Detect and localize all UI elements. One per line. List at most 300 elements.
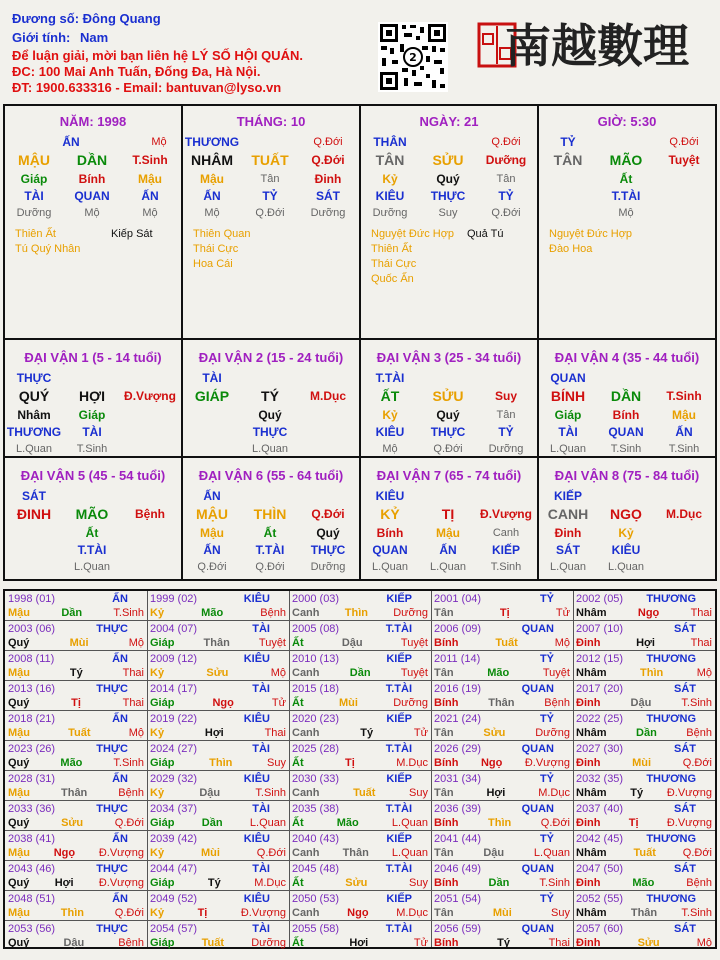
year-cycle: M.Dục — [538, 787, 570, 799]
cell-text: Dưỡng — [488, 442, 524, 455]
year-cell[interactable] — [289, 891, 431, 921]
star-item: Quả Tú — [467, 228, 504, 240]
star-col-left — [371, 227, 467, 287]
year-stem: Đinh — [576, 757, 601, 769]
year-branch: Sửu — [637, 937, 660, 949]
year-branch: Dậu — [341, 637, 363, 649]
year-branch: Thân — [630, 907, 658, 919]
qr-code-icon[interactable] — [378, 22, 448, 92]
year-cell[interactable] — [573, 861, 715, 891]
year-stem: Mậu — [8, 667, 30, 679]
cell-text: T.TÀI — [77, 542, 107, 557]
cell-text: T.TÀI — [611, 188, 641, 203]
year-stem: Nhâm — [576, 607, 607, 619]
pillar-title: NĂM: 1998 — [59, 114, 127, 129]
year-palace: T.TÀI — [385, 863, 412, 875]
year-label: 2028 (31) — [8, 773, 56, 785]
year-row-top — [150, 682, 286, 696]
cell-text: Bính — [612, 407, 640, 422]
year-cell[interactable] — [5, 651, 147, 681]
contact-line-1: Để luận giải, mời bạn liên hệ LÝ SỐ HỘI QUÁN. — [12, 48, 303, 63]
year-row-bottom — [576, 906, 712, 920]
year-cell[interactable] — [5, 711, 147, 741]
cell-row — [183, 423, 359, 440]
star-col-left — [549, 227, 645, 257]
year-cell[interactable] — [5, 801, 147, 831]
star-col-right — [467, 227, 537, 287]
star-item: Thái Cực — [371, 258, 417, 270]
year-row-bottom — [292, 816, 428, 830]
year-label: 2035 (38) — [292, 803, 340, 815]
year-branch: Mùi — [200, 847, 220, 859]
year-cell[interactable] — [431, 741, 573, 771]
year-cell[interactable] — [289, 831, 431, 861]
year-cell[interactable] — [431, 711, 573, 741]
cell-text: Mậu — [672, 407, 696, 422]
year-cell[interactable] — [431, 771, 573, 801]
year-row-bottom — [434, 666, 570, 680]
year-row-bottom — [150, 786, 286, 800]
year-cell[interactable] — [573, 831, 715, 861]
year-row-top — [8, 712, 144, 726]
year-cycle: T.Sinh — [681, 697, 712, 709]
cell-row — [539, 133, 715, 150]
year-label: 2055 (58) — [292, 923, 340, 935]
year-row-top — [434, 592, 570, 606]
cell-text: Dưỡng — [310, 206, 346, 219]
year-row-top — [292, 622, 428, 636]
cell-text: Ất — [619, 171, 633, 186]
year-cycle: Tử — [413, 727, 428, 739]
year-stem: Giáp — [150, 877, 175, 889]
cell-text: SÁT — [22, 488, 46, 503]
year-row-bottom — [576, 846, 712, 860]
year-row-top — [150, 892, 286, 906]
year-cell[interactable] — [147, 621, 289, 651]
cell-text: ẤN — [675, 424, 693, 439]
year-cell[interactable] — [289, 921, 431, 951]
year-row-top — [434, 802, 570, 816]
year-cell[interactable] — [5, 741, 147, 771]
pillar-title: THÁNG: 10 — [236, 114, 306, 129]
year-stem: Giáp — [150, 937, 175, 949]
year-stem: Kỷ — [150, 607, 165, 619]
cell-row — [539, 440, 715, 457]
cell-row — [361, 440, 537, 457]
cell-text: Q.Đới — [433, 442, 463, 455]
year-branch: Tị — [345, 757, 355, 769]
year-stem: Nhâm — [576, 847, 607, 859]
cell-text: TỶ — [498, 424, 514, 439]
year-row-top — [8, 622, 144, 636]
year-cell[interactable] — [573, 681, 715, 711]
year-label: 2017 (20) — [576, 683, 624, 695]
year-cycle: Suy — [551, 907, 570, 919]
year-cycle: Bệnh — [260, 607, 286, 619]
year-cell[interactable] — [289, 741, 431, 771]
year-cell[interactable] — [289, 711, 431, 741]
cell-row — [361, 541, 537, 558]
year-palace: ẤN — [112, 773, 128, 785]
year-branch: Sửu — [483, 727, 506, 739]
cell-text: MÃO — [75, 506, 109, 522]
year-branch: Sửu — [345, 877, 368, 889]
star-item: Thái Cực — [193, 243, 239, 255]
cell-text: TÝ — [261, 388, 279, 404]
year-palace: TÀI — [252, 803, 270, 815]
year-cell[interactable] — [431, 591, 573, 621]
year-cycle: Mộ — [128, 637, 144, 649]
cell-text: GIÁP — [194, 388, 230, 404]
year-label: 2026 (29) — [434, 743, 482, 755]
year-stem: Kỷ — [150, 787, 165, 799]
year-branch: Thìn — [209, 757, 233, 769]
year-cell[interactable] — [147, 771, 289, 801]
year-row-bottom — [434, 606, 570, 620]
cell-row — [183, 150, 359, 170]
year-branch: Mão — [632, 877, 655, 889]
dai-van-cell — [539, 468, 715, 575]
year-cell[interactable] — [573, 651, 715, 681]
cell-row — [5, 406, 181, 423]
year-cell[interactable] — [573, 891, 715, 921]
year-palace: T.TÀI — [385, 743, 412, 755]
cell-text: BÍNH — [550, 388, 586, 404]
dai-van-title: ĐẠI VẬN 7 (65 - 74 tuổi) — [376, 468, 522, 483]
year-cycle: T.Sinh — [113, 607, 144, 619]
year-row-top — [434, 772, 570, 786]
dai-van-cell — [5, 350, 181, 457]
cell-text: Mộ — [618, 206, 634, 219]
year-cell[interactable] — [573, 921, 715, 951]
dai-van-cell — [183, 350, 359, 457]
year-cell[interactable] — [147, 711, 289, 741]
year-cell[interactable] — [289, 771, 431, 801]
year-cell[interactable] — [573, 801, 715, 831]
year-branch: Thân — [488, 697, 515, 709]
year-label: 2038 (41) — [8, 833, 56, 845]
year-cell[interactable] — [573, 711, 715, 741]
year-branch: Thân — [203, 637, 230, 649]
year-cycle: L.Quan — [391, 817, 428, 829]
year-cell[interactable] — [289, 801, 431, 831]
cell-row — [361, 187, 537, 204]
year-stem: Nhâm — [576, 727, 607, 739]
year-cycle: Mộ — [696, 667, 712, 679]
year-row-bottom — [434, 636, 570, 650]
year-branch: Ngọ — [347, 907, 369, 919]
year-label: 2019 (22) — [150, 713, 198, 725]
grid-divider-h — [5, 338, 715, 340]
cell-text: Quý — [436, 407, 460, 422]
year-row-top — [434, 892, 570, 906]
year-cycle: Q.Đới — [682, 757, 712, 769]
year-palace: THƯƠNG — [646, 653, 696, 665]
year-label: 2056 (59) — [434, 923, 482, 935]
year-palace: SÁT — [674, 683, 696, 695]
year-cycle: Đ.Vượng — [240, 907, 286, 919]
year-cell[interactable] — [147, 651, 289, 681]
year-cell[interactable] — [147, 801, 289, 831]
year-cell[interactable] — [289, 681, 431, 711]
year-stem: Giáp — [150, 817, 175, 829]
year-row-top — [8, 832, 144, 846]
star-col-left — [15, 227, 111, 257]
year-row-bottom — [576, 636, 712, 650]
cell-row — [361, 504, 537, 524]
year-palace: KIẾP — [386, 593, 412, 605]
year-cell[interactable] — [5, 891, 147, 921]
year-cell[interactable] — [147, 831, 289, 861]
year-cell[interactable] — [289, 621, 431, 651]
cell-text: KIẾP — [553, 488, 582, 503]
dai-van-cell — [361, 468, 537, 575]
year-label: 2016 (19) — [434, 683, 482, 695]
year-palace: TÀI — [252, 863, 270, 875]
year-cell[interactable] — [431, 921, 573, 951]
year-branch: Tị — [197, 907, 208, 919]
year-label: 2047 (50) — [576, 863, 624, 875]
cell-row — [5, 150, 181, 170]
year-label: 2044 (47) — [150, 863, 198, 875]
year-branch: Thìn — [344, 607, 368, 619]
year-row-top — [150, 832, 286, 846]
year-branch: Hợi — [349, 937, 369, 949]
year-stem: Quý — [8, 937, 30, 949]
year-palace: ẤN — [112, 593, 128, 605]
year-row-bottom — [150, 666, 286, 680]
cell-row — [183, 187, 359, 204]
year-cell[interactable] — [431, 801, 573, 831]
year-cell[interactable] — [431, 621, 573, 651]
year-cell[interactable] — [5, 921, 147, 951]
cell-text: Tân — [496, 408, 516, 421]
year-label: 2020 (23) — [292, 713, 340, 725]
cell-text: SÁT — [316, 188, 340, 203]
year-branch: Sửu — [61, 817, 84, 829]
cell-text: MẬU — [196, 506, 228, 522]
year-cell[interactable] — [5, 681, 147, 711]
cell-text: THÂN — [373, 134, 407, 149]
year-branch: Mùi — [492, 907, 512, 919]
cell-text: Q.Đới — [311, 507, 345, 521]
year-cell[interactable] — [147, 891, 289, 921]
cell-text: TÀI — [82, 424, 102, 439]
cell-row — [539, 487, 715, 504]
cell-text: L.Quan — [371, 560, 409, 573]
year-row-top — [576, 862, 712, 876]
year-palace: KIẾP — [386, 893, 412, 905]
year-cell[interactable] — [5, 621, 147, 651]
year-cell[interactable] — [147, 591, 289, 621]
year-stem: Nhâm — [576, 907, 607, 919]
year-palace: TỶ — [539, 833, 554, 845]
cell-text: TỊ — [441, 506, 455, 522]
year-cell[interactable] — [431, 891, 573, 921]
year-cycle: Dưỡng — [393, 697, 428, 709]
cell-text: M.Dục — [310, 389, 346, 403]
year-cell[interactable] — [431, 861, 573, 891]
year-row-bottom — [150, 906, 286, 920]
year-palace: QUAN — [521, 923, 554, 935]
year-cell[interactable] — [431, 681, 573, 711]
year-stem: Nhâm — [576, 667, 607, 679]
year-stem: Tân — [434, 787, 454, 799]
year-row-bottom — [292, 786, 428, 800]
year-stem: Ất — [292, 937, 304, 949]
year-stem: Canh — [292, 847, 320, 859]
year-row-top — [150, 622, 286, 636]
year-stem: Mậu — [8, 907, 30, 919]
cell-text: TỶ — [262, 188, 278, 203]
year-cycle: M.Dục — [396, 907, 428, 919]
cell-text: TÀI — [202, 370, 222, 385]
cell-row — [539, 369, 715, 386]
year-row-bottom — [150, 816, 286, 830]
year-palace: THỰC — [96, 683, 128, 695]
pillar-cell — [361, 114, 537, 287]
year-branch: Tuất — [201, 937, 225, 949]
cell-row — [5, 204, 181, 221]
gender-value: Nam — [79, 30, 109, 45]
year-stem: Mậu — [8, 787, 30, 799]
year-cell[interactable] — [431, 651, 573, 681]
year-cell[interactable] — [5, 591, 147, 621]
cell-row — [361, 406, 537, 423]
year-row-top — [292, 652, 428, 666]
year-stem: Kỷ — [150, 907, 165, 919]
year-label: 1998 (01) — [8, 593, 56, 605]
year-row-bottom — [150, 696, 286, 710]
year-branch: Dậu — [630, 697, 652, 709]
year-row-top — [434, 712, 570, 726]
cell-text: TÀI — [558, 424, 578, 439]
year-label: 2006 (09) — [434, 623, 482, 635]
year-palace: ẤN — [112, 893, 128, 905]
year-row-top — [292, 592, 428, 606]
year-stem: Tân — [434, 907, 454, 919]
cell-row — [5, 504, 181, 524]
year-row-top — [8, 772, 144, 786]
year-row-bottom — [576, 726, 712, 740]
year-row-top — [434, 622, 570, 636]
cell-text: ẤN — [62, 134, 80, 149]
star-item: Thiên Ất — [371, 243, 412, 255]
year-branch: Mão — [201, 607, 224, 619]
year-branch: Dần — [349, 667, 371, 679]
year-cycle: T.Sinh — [539, 877, 570, 889]
year-stem: Kỷ — [150, 727, 165, 739]
year-cell[interactable] — [431, 831, 573, 861]
cell-text: TÂN — [375, 152, 405, 168]
year-label: 2042 (45) — [576, 833, 624, 845]
year-cell[interactable] — [573, 741, 715, 771]
year-cell[interactable] — [147, 861, 289, 891]
year-cell[interactable] — [289, 861, 431, 891]
year-row-top — [292, 862, 428, 876]
cell-row — [5, 524, 181, 541]
cell-text: Tân — [260, 172, 280, 185]
cell-text: Bính — [376, 525, 404, 540]
cell-text: Dưỡng — [372, 206, 408, 219]
year-cell[interactable] — [147, 741, 289, 771]
year-cycle: M.Dục — [254, 877, 286, 889]
cell-row — [361, 487, 537, 504]
year-stem: Đinh — [576, 697, 601, 709]
year-stem: Ất — [292, 817, 304, 829]
year-cycle: Mộ — [128, 727, 144, 739]
cell-text: Q.Đới — [197, 560, 227, 573]
cell-text: L.Quan — [15, 442, 53, 455]
pillar-title: NGÀY: 21 — [419, 114, 479, 129]
year-cycle: Mộ — [554, 637, 570, 649]
year-row-bottom — [150, 876, 286, 890]
cell-row — [183, 170, 359, 187]
cell-row — [361, 170, 537, 187]
year-cell[interactable] — [5, 831, 147, 861]
year-cell[interactable] — [573, 591, 715, 621]
year-label: 2046 (49) — [434, 863, 482, 875]
year-label: 2052 (55) — [576, 893, 624, 905]
cell-row — [183, 386, 359, 406]
year-stem: Bính — [434, 817, 459, 829]
cell-text: QUAN — [608, 424, 644, 439]
cell-row — [539, 386, 715, 406]
pillar-cell — [183, 114, 359, 272]
year-palace: TỶ — [539, 773, 554, 785]
star-item: Kiếp Sát — [111, 228, 153, 240]
year-cell[interactable] — [147, 681, 289, 711]
year-cell[interactable] — [289, 591, 431, 621]
year-cell[interactable] — [289, 651, 431, 681]
year-label: 2037 (40) — [576, 803, 624, 815]
year-label: 2041 (44) — [434, 833, 482, 845]
year-cell[interactable] — [147, 921, 289, 951]
cell-text: DẦN — [610, 388, 642, 404]
cell-text: Q.Đới — [669, 135, 699, 148]
year-branch: Tý — [497, 937, 510, 949]
year-branch: Tý — [630, 787, 644, 799]
year-cell[interactable] — [573, 621, 715, 651]
cell-text: DẦN — [76, 152, 108, 168]
year-label: 2002 (05) — [576, 593, 624, 605]
year-row-top — [576, 712, 712, 726]
year-cell[interactable] — [573, 771, 715, 801]
year-cell[interactable] — [5, 861, 147, 891]
cell-text: Quý — [436, 171, 460, 186]
contact-line-2: ĐC: 100 Mai Anh Tuấn, Đống Đa, Hà Nội. — [12, 64, 261, 79]
year-stem: Đinh — [576, 877, 601, 889]
cell-text: QUAN — [372, 542, 408, 557]
cell-text: THƯƠNG — [184, 134, 240, 149]
year-cycle: Bệnh — [686, 727, 712, 739]
year-label: 2036 (39) — [434, 803, 482, 815]
year-row-top — [8, 892, 144, 906]
cell-text: QUÝ — [18, 388, 50, 404]
year-cycle: T.Sinh — [681, 907, 712, 919]
year-cell[interactable] — [5, 771, 147, 801]
year-branch: Mùi — [69, 637, 89, 649]
year-row-top — [8, 592, 144, 606]
year-cycle: Đ.Vượng — [666, 787, 712, 799]
dai-van-title: ĐẠI VẬN 1 (5 - 14 tuổi) — [24, 350, 162, 365]
star-col-right — [111, 227, 181, 257]
year-row-top — [434, 652, 570, 666]
year-cycle: Thai — [690, 637, 712, 649]
year-row-top — [150, 922, 286, 936]
year-cycle: Tuyệt — [542, 667, 570, 679]
year-label: 2021 (24) — [434, 713, 482, 725]
